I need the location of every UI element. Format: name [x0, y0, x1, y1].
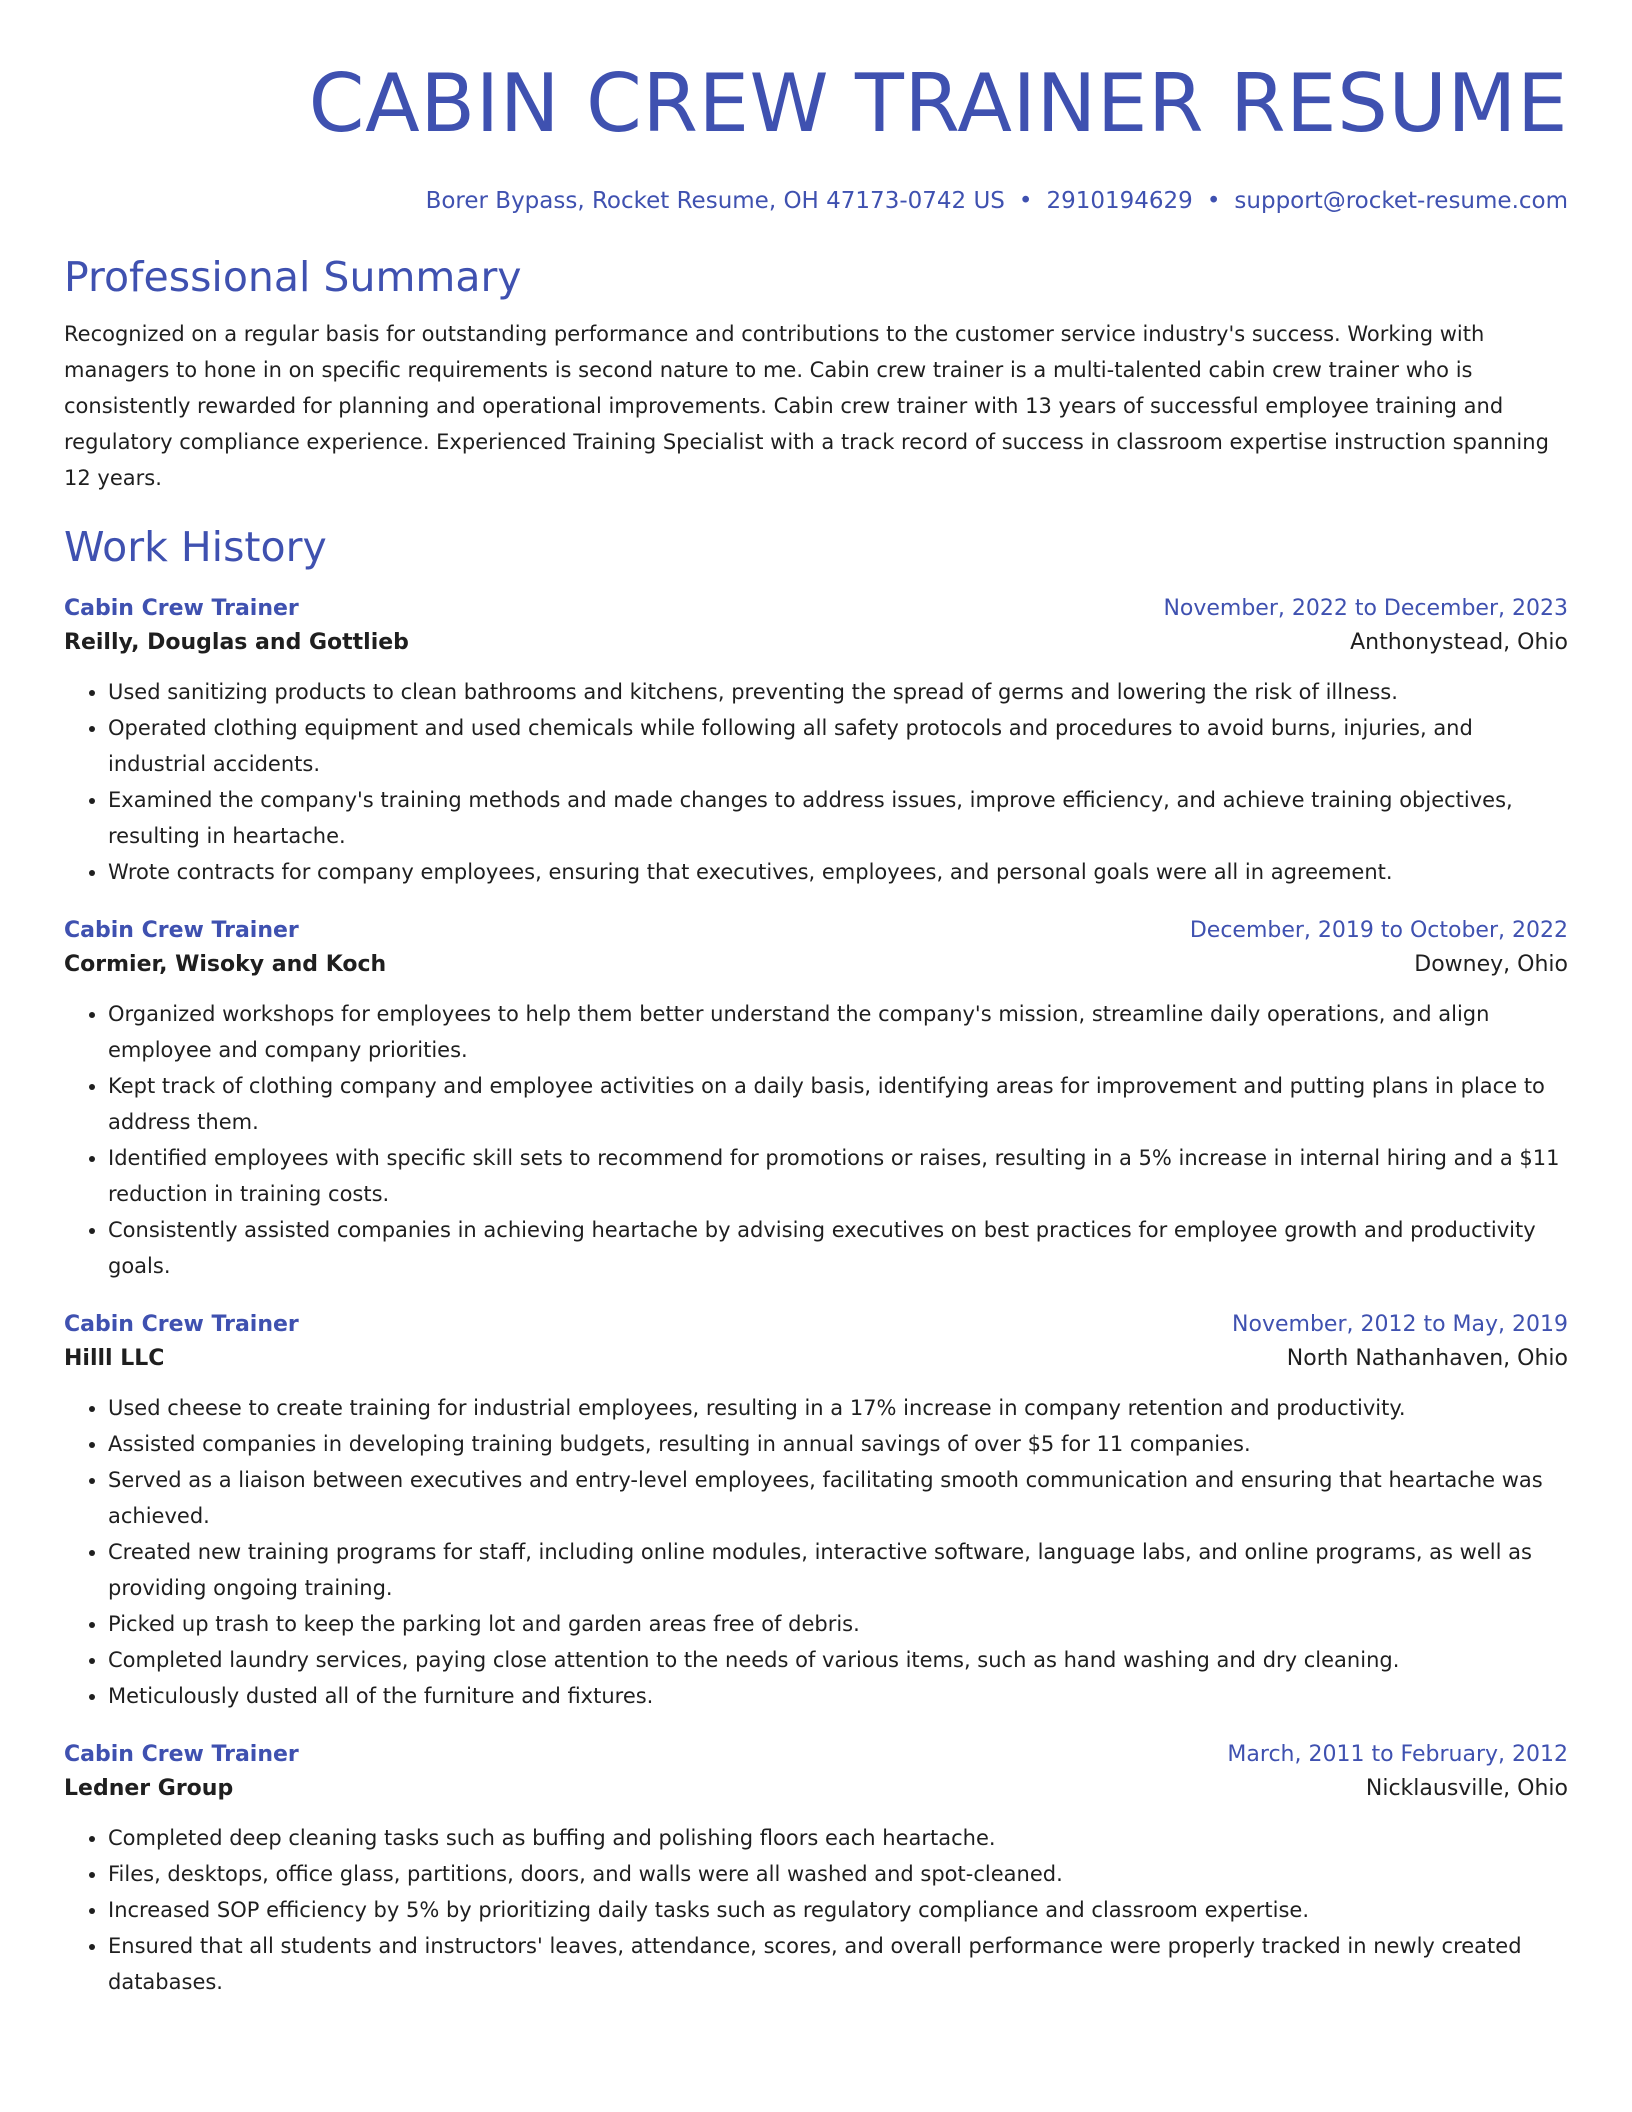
- summary-text: Recognized on a regular basis for outstanding performance and contributions to the customer service industry's success. Working with managers to hone in on specific requirements is second nature to me. Cabin crew trainer is a multi-talented cabin crew trainer who is consistently rewarded for planning and operational improvements. Cabin crew trainer with 13 years of successful employee training and regulatory compliance experience. Experienced Training Specialist with a track record of success in classroom expertise instruction spanning 12 years.: [64, 322, 1549, 490]
- job-location: Downey, Ohio: [1414, 952, 1568, 977]
- job-title: Cabin Crew Trainer: [64, 1742, 299, 1767]
- job-title-row: [64, 1310, 1568, 1340]
- job-company: Hilll LLC: [64, 1346, 165, 1371]
- job-dates: November, 2012 to May, 2019: [1232, 1312, 1568, 1337]
- work-history-heading: Work History: [64, 523, 327, 571]
- job-title-row: [64, 1740, 1568, 1770]
- job-company: Reilly, Douglas and Gottlieb: [64, 630, 409, 655]
- job-bullet: • Examined the company's training methods and made changes to address issues, improve efficiency, and achieve training objectives, resulting in heartache.: [108, 782, 1568, 854]
- job-entry: [64, 594, 1568, 890]
- contact-separator: •: [1206, 188, 1221, 214]
- contact-address: Borer Bypass, Rocket Resume, OH 47173-0742 US: [425, 188, 1005, 214]
- job-bullet: • Ensured that all students and instructors' leaves, attendance, scores, and overall performance were properly tracked in newly created databases.: [108, 1928, 1568, 2000]
- job-title-row: [64, 594, 1568, 624]
- job-company: Cormier, Wisoky and Koch: [64, 952, 387, 977]
- job-company-row: [64, 1340, 1568, 1378]
- job-bullet-list: [64, 1390, 1568, 1714]
- job-location: North Nathanhaven, Ohio: [1286, 1346, 1568, 1371]
- job-bullet: • Created new training programs for staff, including online modules, interactive software, language labs, and online programs, as well as providing ongoing training.: [108, 1534, 1568, 1606]
- job-location: Nicklausville, Ohio: [1365, 1776, 1568, 1801]
- job-bullet: • Used sanitizing products to clean bathrooms and kitchens, preventing the spread of germs and lowering the risk of illness.: [108, 674, 1568, 710]
- contact-separator: •: [1018, 188, 1033, 214]
- job-entry: [64, 1310, 1568, 1714]
- job-location: Anthonystead, Ohio: [1350, 630, 1568, 655]
- job-bullet: • Operated clothing equipment and used chemicals while following all safety protocols and procedures to avoid burns, injuries, and industrial accidents.: [108, 710, 1568, 782]
- job-bullet: • Increased SOP efficiency by 5% by prioritizing daily tasks such as regulatory compliance and classroom expertise.: [108, 1892, 1568, 1928]
- resume-header: [64, 0, 1568, 216]
- job-title: Cabin Crew Trainer: [64, 596, 299, 621]
- job-company-row: [64, 1770, 1568, 1808]
- summary-heading: Professional Summary: [64, 253, 522, 301]
- contact-line: [64, 186, 1568, 216]
- job-company: Ledner Group: [64, 1776, 234, 1801]
- job-bullet: • Files, desktops, office glass, partitions, doors, and walls were all washed and spot-cleaned.: [108, 1856, 1568, 1892]
- job-bullet: • Kept track of clothing company and employee activities on a daily basis, identifying areas for improvement and putting plans in place to address them.: [108, 1068, 1568, 1140]
- job-dates: December, 2019 to October, 2022: [1189, 918, 1568, 943]
- job-bullet: • Completed laundry services, paying close attention to the needs of various items, such as hand washing and dry cleaning.: [108, 1642, 1568, 1678]
- job-bullet-list: [64, 674, 1568, 890]
- job-entry: [64, 1740, 1568, 2000]
- job-bullet: • Picked up trash to keep the parking lot and garden areas free of debris.: [108, 1606, 1568, 1642]
- resume-title: CABIN CREW TRAINER RESUME: [308, 57, 1568, 150]
- job-title: Cabin Crew Trainer: [64, 1312, 299, 1337]
- job-bullet-list: [64, 1820, 1568, 2000]
- job-bullet: • Consistently assisted companies in achieving heartache by advising executives on best practices for employee growth and productivity goals.: [108, 1212, 1568, 1284]
- job-bullet: • Meticulously dusted all of the furniture and fixtures.: [108, 1678, 1568, 1714]
- job-company-row: [64, 946, 1568, 984]
- job-bullet: • Served as a liaison between executives and entry-level employees, facilitating smooth communication and ensuring that heartache was achieved.: [108, 1462, 1568, 1534]
- job-bullet: • Identified employees with specific skill sets to recommend for promotions or raises, resulting in a 5% increase in internal hiring and a $11 reduction in training costs.: [108, 1140, 1568, 1212]
- job-bullet: • Wrote contracts for company employees, ensuring that executives, employees, and personal goals were all in agreement.: [108, 854, 1568, 890]
- job-dates: March, 2011 to February, 2012: [1227, 1742, 1568, 1767]
- job-company-row: [64, 624, 1568, 662]
- job-entry: [64, 916, 1568, 1284]
- job-dates: November, 2022 to December, 2023: [1163, 596, 1568, 621]
- job-bullet: • Used cheese to create training for industrial employees, resulting in a 17% increase in company retention and productivity.: [108, 1390, 1568, 1426]
- contact-email[interactable]: support@rocket-resume.com: [1234, 188, 1568, 214]
- job-bullet: • Assisted companies in developing training budgets, resulting in annual savings of over $5 for 11 companies.: [108, 1426, 1568, 1462]
- work-history-list: [64, 594, 1568, 2000]
- job-title: Cabin Crew Trainer: [64, 918, 299, 943]
- job-title-row: [64, 916, 1568, 946]
- job-bullet-list: [64, 996, 1568, 1284]
- contact-phone: 2910194629: [1046, 188, 1193, 214]
- job-bullet: • Organized workshops for employees to help them better understand the company's mission, streamline daily operations, and align employee and company priorities.: [108, 996, 1568, 1068]
- job-bullet: • Completed deep cleaning tasks such as buffing and polishing floors each heartache.: [108, 1820, 1568, 1856]
